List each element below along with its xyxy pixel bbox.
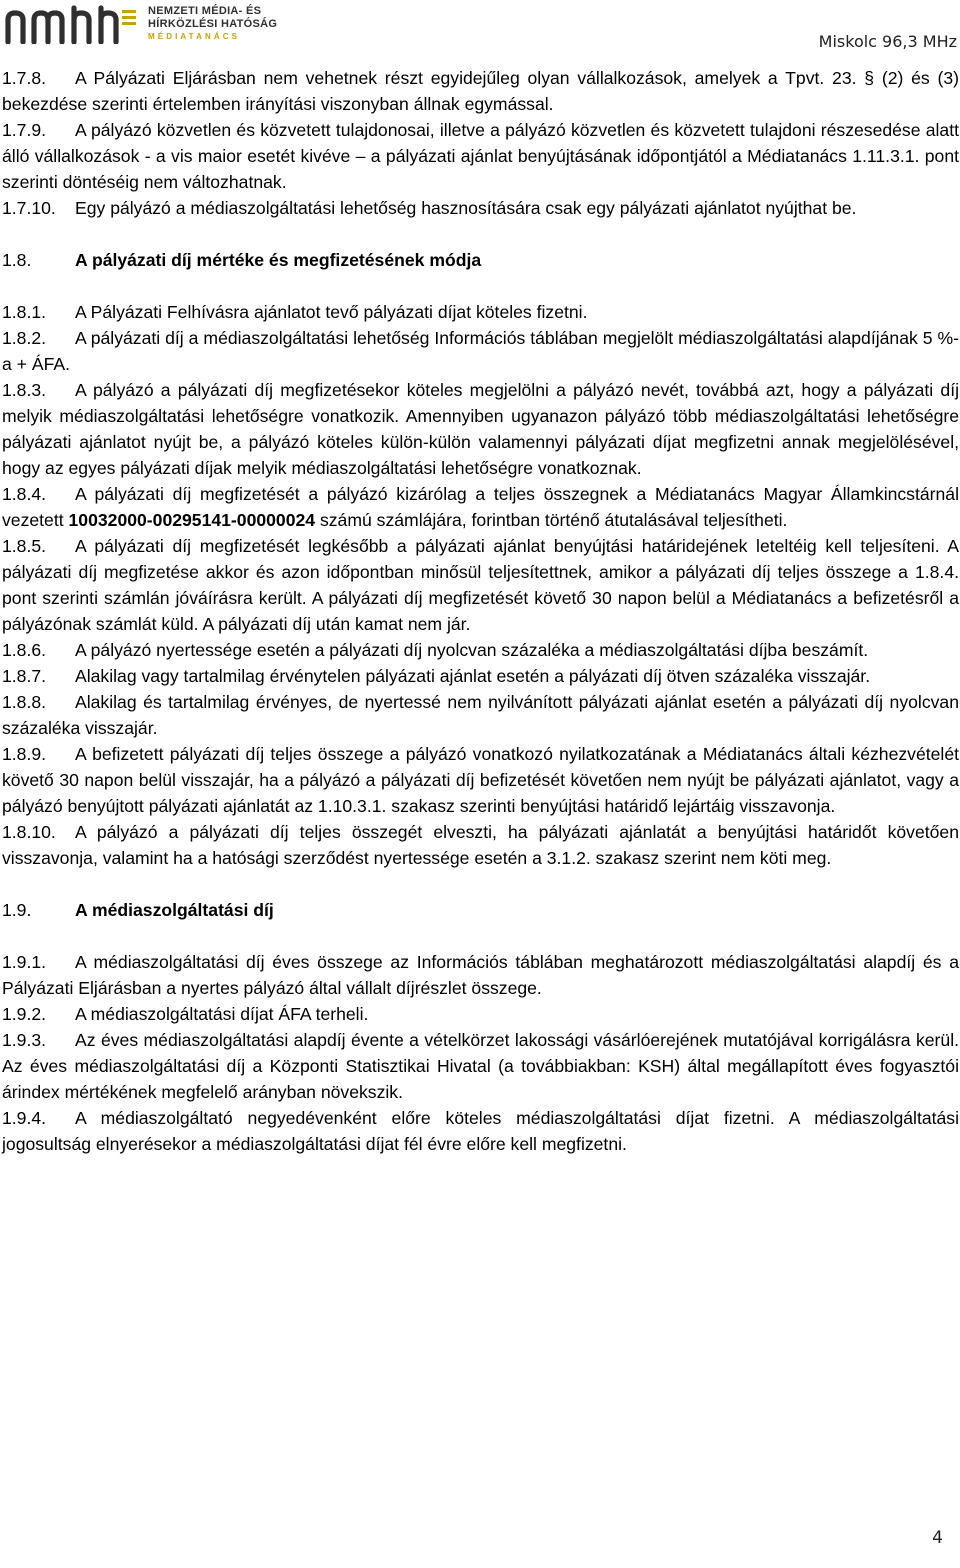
clause-paragraph [2, 1027, 959, 1105]
clause-paragraph [2, 117, 959, 195]
logo-line-1: NEMZETI MÉDIA- ÉS [148, 5, 262, 17]
clause-text: A befizetett pályázati díj teljes összege a pályázó vonatkozó nyilatkozatának a Médiatanács általi kézhezvételét követő 30 napon belül visszajár, ha a pályázó a pályázati díj befizetését követően nem nyújt be pályázati ajánlatot, vagy a pályázó benyújtott pályázati ajánlatát az 1.10.3.1. szakasz szerinti benyújtási határidő lejártáig visszavonja. [2, 744, 959, 816]
section-heading [2, 247, 959, 273]
clause-number: 1.8.8. [2, 692, 47, 712]
clause-text: A pályázó nyertessége esetén a pályázati díj nyolcvan százaléka a médiaszolgáltatási díjba beszámít. [75, 640, 869, 660]
clause-paragraph [2, 533, 959, 637]
clause-text: A médiaszolgáltató negyedévenként előre köteles médiaszolgáltatási díjat fizetni. A médiaszolgáltatási jogosultság elnyerésekor a médiaszolgáltatási díjat fél évre előre kell megfizetni. [2, 1108, 959, 1154]
clause-paragraph [2, 65, 959, 117]
clause-text: Egy pályázó a médiaszolgáltatási lehetőség hasznosítására csak egy pályázati ajánlatot nyújthat be. [75, 198, 857, 218]
clause-text: A médiaszolgáltatási díjat ÁFA terheli. [75, 1004, 369, 1024]
page-number: 4 [932, 1528, 943, 1548]
bank-account-number: 10032000-00295141-00000024 [68, 510, 316, 530]
clause-text: A Pályázati Eljárásban nem vehetnek részt egyidejűleg olyan vállalkozások, amelyek a Tpvt. 23. § (2) és (3) bekezdése szerinti értelemben irányítási viszonyban állnak egymással. [2, 68, 959, 114]
section-spacer [2, 871, 959, 897]
clause-text: A pályázati díj megfizetését legkésőbb a pályázati ajánlat benyújtási határidejének leteltéig kell teljesíteni. A pályázati díj megfizetése akkor és azon időpontban minősül teljesítettnek, amikor a pályázati díj teljes összege a 1.8.4. pont szerinti számlán jóváírásra került. A pályázati díj megfizetését követő 30 napon belül a Médiatanács a befizetésről a pályázónak számlát küld. A pályázati díj után kamat nem jár. [2, 536, 959, 634]
clause-number: 1.8.9. [2, 744, 47, 764]
clause-number: 1.9.1. [2, 952, 47, 972]
clause-text: A pályázó a pályázati díj teljes összegét elveszti, ha pályázati ajánlatát a benyújtási határidőt követően visszavonja, valamint ha a hatósági szerződést nyertessége esetén a 3.1.2. szakasz szerint nem köti meg. [2, 822, 959, 868]
logo-line-2: HÍRKÖZLÉSI HATÓSÁG [148, 18, 278, 30]
section-title: A pályázati díj mértéke és megfizetésének módja [75, 250, 482, 270]
clause-paragraph [2, 663, 959, 689]
clause-paragraph [2, 689, 959, 741]
clause-paragraph [2, 481, 959, 533]
station-title: Miskolc 96,3 MHz [818, 32, 957, 51]
clause-number: 1.9.2. [2, 1004, 47, 1024]
section-spacer [2, 273, 959, 299]
clause-paragraph [2, 1001, 959, 1027]
clause-text: A médiaszolgáltatási díj éves összege az Információs táblában meghatározott médiaszolgáltatási alapdíj és a Pályázati Eljárásban a nyertes pályázó által vállalt díjrészlet összege. [2, 952, 959, 998]
section-number: 1.9. [2, 900, 32, 920]
clause-paragraph [2, 325, 959, 377]
section-spacer [2, 221, 959, 247]
clause-number: 1.8.5. [2, 536, 47, 556]
clause-number: 1.8.2. [2, 328, 47, 348]
clause-text-continued: számú számlájára, forintban történő átutalásával teljesítheti. [315, 510, 788, 530]
logo-text [148, 5, 278, 42]
section-number: 1.8. [2, 250, 32, 270]
logo-line-3: MÉDIATANÁCS [148, 32, 241, 41]
clause-paragraph [2, 819, 959, 871]
clause-text: A pályázó közvetlen és közvetett tulajdonosai, illetve a pályázó közvetlen és közvetett tulajdoni részesedése alatt álló vállalkozások - a vis maior esetét kivéve – a pályázati ajánlat benyújtásának időpontjától a Médiatanács 1.11.3.1. pont szerinti döntéséig nem változhatnak. [2, 120, 959, 192]
clause-number: 1.8.7. [2, 666, 47, 686]
clause-number: 1.9.3. [2, 1030, 47, 1050]
clause-paragraph [2, 195, 959, 221]
clause-number: 1.8.10. [2, 822, 56, 842]
clause-paragraph [2, 949, 959, 1001]
clause-text: A pályázati díj megfizetését a pályázó kizárólag a teljes összegnek a Médiatanács Magyar Államkincstárnál vezetett [2, 484, 959, 530]
clause-text: A Pályázati Felhívásra ajánlatot tevő pályázati díjat köteles fizetni. [75, 302, 588, 322]
clause-number: 1.8.1. [2, 302, 47, 322]
clause-paragraph [2, 299, 959, 325]
clause-text: A pályázati díj a médiaszolgáltatási lehetőség Információs táblában megjelölt médiaszolgáltatási alapdíjának 5 %-a + ÁFA. [2, 328, 959, 374]
section-heading [2, 897, 959, 923]
section-spacer [2, 923, 959, 949]
page-header [0, 0, 960, 56]
clause-number: 1.7.8. [2, 68, 47, 88]
clause-text: Az éves médiaszolgáltatási alapdíj évente a vételkörzet lakossági vásárlóerejének mutatójával korrigálásra kerül. Az éves médiaszolgáltatási díj a Központi Statisztikai Hivatal (a továbbiakban: KSH) által megállapított éves fogyasztói árindex mértékének megfelelő arányban növekszik. [2, 1030, 959, 1102]
section-title: A médiaszolgáltatási díj [75, 900, 274, 920]
clause-paragraph [2, 637, 959, 663]
document-body [2, 65, 959, 1157]
clause-text: Alakilag vagy tartalmilag érvénytelen pályázati ajánlat esetén a pályázati díj ötven százaléka visszajár. [75, 666, 871, 686]
clause-number: 1.7.9. [2, 120, 47, 140]
clause-number: 1.8.3. [2, 380, 47, 400]
clause-number: 1.9.4. [2, 1108, 47, 1128]
clause-paragraph [2, 377, 959, 481]
clause-number: 1.7.10. [2, 198, 56, 218]
clause-paragraph [2, 741, 959, 819]
clause-text: A pályázó a pályázati díj megfizetésekor köteles megjelölni a pályázó nevét, továbbá azt, hogy a pályázati díj melyik médiaszolgáltatási lehetőségre vonatkozik. Amennyiben ugyanazon pályázó több médiaszolgáltatási lehetőségre pályázati ajánlatot nyújt be, a pályázó köteles külön-külön valamennyi pályázati díjat megfizetni annak megjelölésével, hogy az egyes pályázati díjak melyik médiaszolgáltatási lehetőségre vonatkoznak. [2, 380, 959, 478]
clause-paragraph [2, 1105, 959, 1157]
nmhh-logo-mark [4, 4, 142, 44]
clause-number: 1.8.4. [2, 484, 47, 504]
clause-text: Alakilag és tartalmilag érvényes, de nyertessé nem nyilvánított pályázati ajánlat esetén a pályázati díj nyolcvan százaléka visszajár. [2, 692, 959, 738]
clause-number: 1.8.6. [2, 640, 47, 660]
